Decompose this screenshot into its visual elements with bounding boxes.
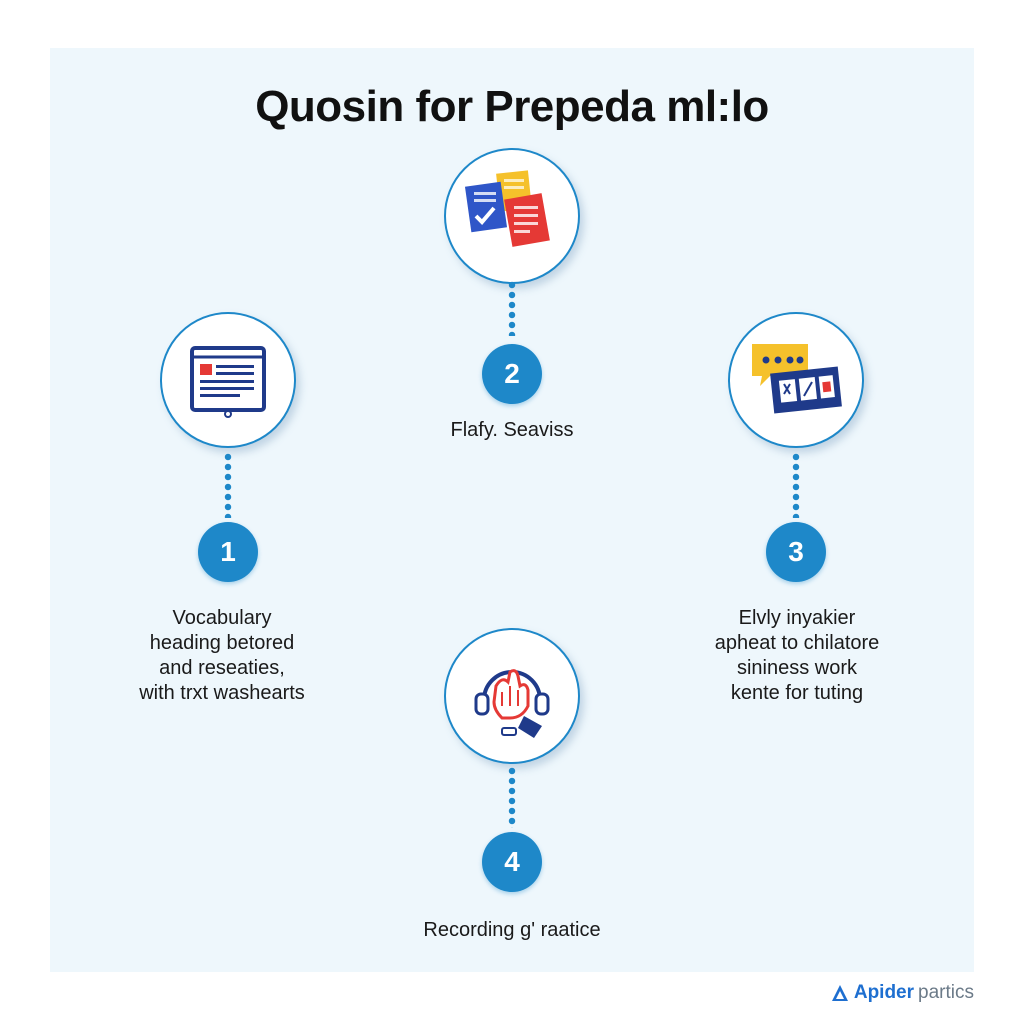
step-4-connector (508, 766, 516, 828)
step-3-badge: 3 (766, 522, 826, 582)
step-3-icon-circle (728, 312, 864, 448)
step-3-label (662, 606, 932, 706)
step-1-badge: 1 (198, 522, 258, 582)
step-1-label-line: Vocabulary (172, 607, 272, 629)
step-3-label-line: Elvly inyakier (738, 607, 856, 629)
step-3-label-line: sininess work (736, 657, 858, 679)
page-title: Quosin for Prepeda ml:lo (255, 82, 769, 131)
step-4-badge: 4 (482, 832, 542, 892)
brand-name-bold: Apider (853, 982, 915, 1003)
step-3-connector (792, 452, 800, 518)
step-4-label (342, 918, 682, 943)
step-1-icon-circle (160, 312, 296, 448)
step-2-label (362, 418, 662, 443)
headset-hand-icon (462, 646, 562, 746)
step-1-label (82, 606, 362, 706)
brand-logo-icon (830, 983, 850, 1003)
step-3-label-line: apheat to chilatore (714, 632, 880, 654)
step-2-label-line: Flafy. Seaviss (450, 419, 574, 441)
chat-bubble-board-icon (746, 330, 846, 430)
step-2-badge: 2 (482, 344, 542, 404)
step-1-connector (224, 452, 232, 518)
brand-name-rest: partics (918, 982, 974, 1003)
step-1-label-line: with trxt washearts (139, 682, 305, 704)
documents-checklist-icon (462, 166, 562, 266)
document-window-icon (178, 330, 278, 430)
step-2-icon-circle (444, 148, 580, 284)
step-1-label-line: and reseaties, (159, 657, 285, 679)
step-1-label-line: heading betored (149, 632, 295, 654)
brand-watermark (830, 982, 974, 1004)
step-2-connector (508, 280, 516, 336)
step-3-label-line: kente for tuting (730, 682, 864, 704)
step-4-label-line: Recording g' raatice (423, 919, 601, 941)
step-4-icon-circle (444, 628, 580, 764)
